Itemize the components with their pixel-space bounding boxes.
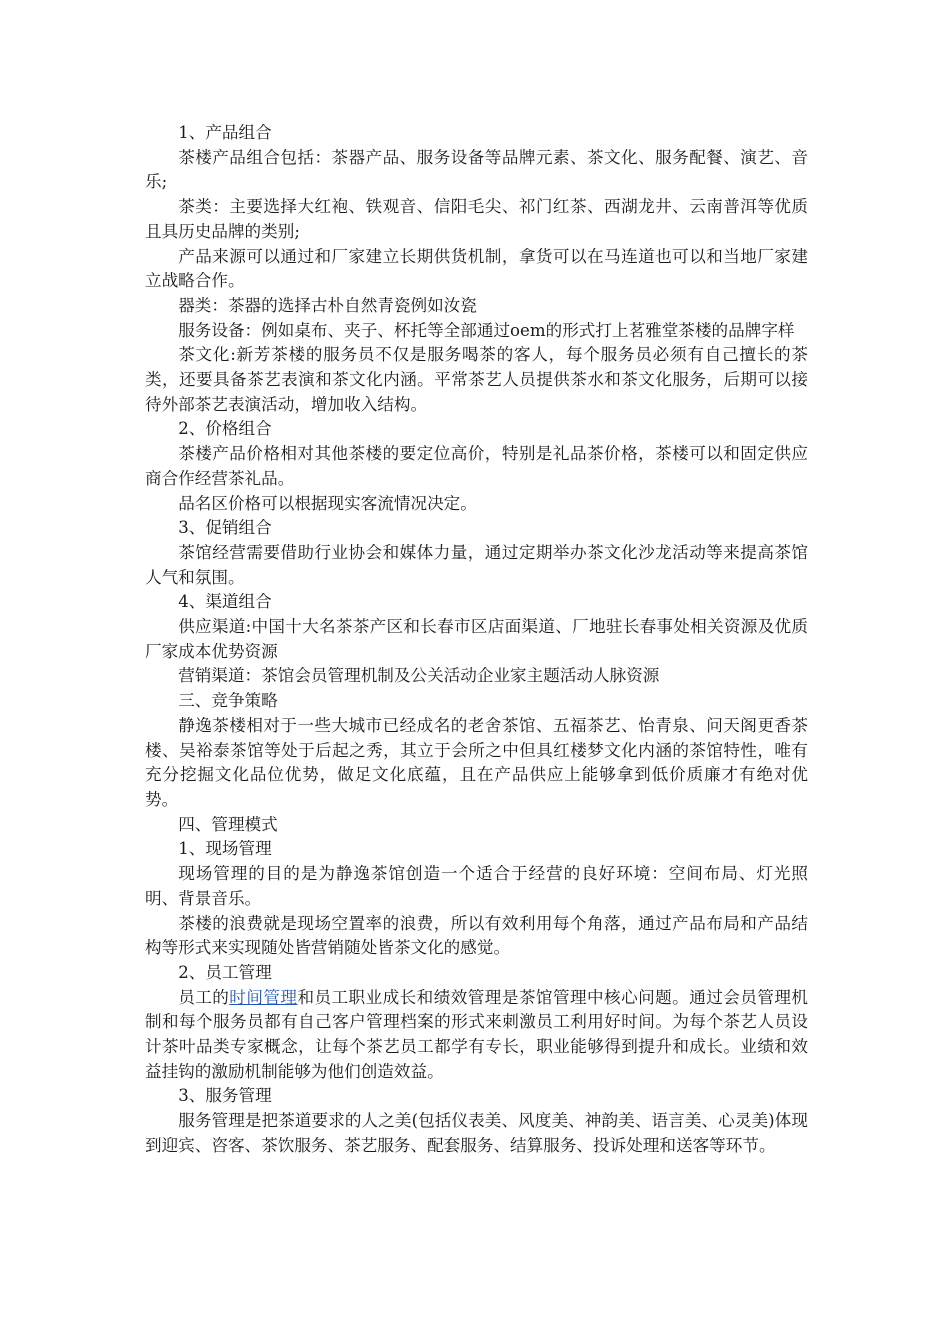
paragraph-staff-management [145,986,808,1085]
paragraph-site-management: 现场管理的目的是为静逸茶馆创造一个适合于经营的良好环境：空间布局、灯光照明、背景音乐。 [145,864,808,908]
section-heading-promotion-mix: 3、促销组合 [178,518,272,538]
section-heading-staff-management: 2、员工管理 [178,962,272,982]
paragraph-marketing-channel: 营销渠道：茶馆会员管理机制及公关活动企业家主题活动人脉资源 [178,666,660,686]
section-heading-competition-strategy: 三、竞争策略 [178,691,278,711]
paragraph-competition: 静逸茶楼相对于一些大城市已经成名的老舍茶馆、五福茶艺、怡青泉、问天阁更香茶楼、吴裕泰茶馆等处于后起之秀，其立于会所之中但具红楼梦文化内涵的茶馆特性，唯有充分挖掘文化品位优势，做足文化底蕴，且在产品供应上能够拿到低价质廉才有绝对优势。 [145,715,808,809]
paragraph-tea-culture: 茶文化:新芳茶楼的服务员不仅是服务喝茶的客人，每个服务员必须有自己擅长的茶类，还要具备茶艺表演和茶文化内涵。平常茶艺人员提供茶水和茶文化服务，后期可以接待外部茶艺表演活动，增加收入结构。 [145,345,808,414]
section-heading-management-mode: 四、管理模式 [178,814,278,834]
paragraph-pricing: 茶楼产品价格相对其他茶楼的要定位高价，特别是礼品茶价格，茶楼可以和固定供应商合作经营茶礼品。 [145,444,808,488]
paragraph-product-mix: 茶楼产品组合包括：茶器产品、服务设备等品牌元素、茶文化、服务配餐、演艺、音乐; [145,147,808,192]
paragraph-tea-types: 茶类：主要选择大红袍、铁观音、信阳毛尖、祁门红茶、西湖龙井、云南普洱等优质且具历史品牌的类别; [145,197,808,241]
document-body [145,121,808,1159]
section-heading-service-management: 3、服务管理 [178,1086,272,1106]
paragraph-service-equipment: 服务设备：例如桌布、夹子、杯托等全部通过oem的形式打上茗雅堂茶楼的品牌字样 [178,320,795,340]
paragraph-waste: 茶楼的浪费就是现场空置率的浪费，所以有效利用每个角落，通过产品布局和产品结构等形式来实现随处皆营销随处皆茶文化的感觉。 [145,913,808,958]
staff-text-before: 员工的 [178,987,230,1007]
section-heading-site-management: 1、现场管理 [178,839,272,859]
paragraph-promotion: 茶馆经营需要借助行业协会和媒体力量，通过定期举办茶文化沙龙活动等来提高茶馆人气和氛围。 [145,542,808,587]
paragraph-service-management: 服务管理是把茶道要求的人之美(包括仪表美、风度美、神韵美、语言美、心灵美)体现到迎宾、咨客、茶饮服务、茶艺服务、配套服务、结算服务、投诉处理和送客等环节。 [145,1111,808,1155]
time-management-link[interactable]: 时间管理 [229,987,298,1007]
section-heading-channel-mix: 4、渠道组合 [178,592,272,612]
paragraph-teaware: 器类：茶器的选择古朴自然青瓷例如汝瓷 [178,295,477,315]
section-heading-price-mix: 2、价格组合 [178,419,272,439]
paragraph-supply-channel: 供应渠道:中国十大名茶茶产区和长春市区店面渠道、厂地驻长春事处相关资源及优质厂家成本优势资源 [145,617,808,661]
section-heading-product-mix: 1、产品组合 [178,123,272,142]
paragraph-product-source: 产品来源可以通过和厂家建立长期供货机制，拿货可以在马连道也可以和当地厂家建立战略合作。 [145,246,808,291]
staff-text-after: 和员工职业成长和绩效管理是茶馆管理中核心问题。通过会员管理机制和每个服务员都有自己客户管理档案的形式来刺激员工利用好时间。为每个茶艺人员设计茶叶品类专家概念，让每个茶艺员工都学有专长，职业能够得到提升和成长。业绩和效益挂钩的激励机制能够为他们创造效益。 [145,987,809,1081]
paragraph-pricing-zone: 品名区价格可以根据现实客流情况决定。 [178,493,477,513]
